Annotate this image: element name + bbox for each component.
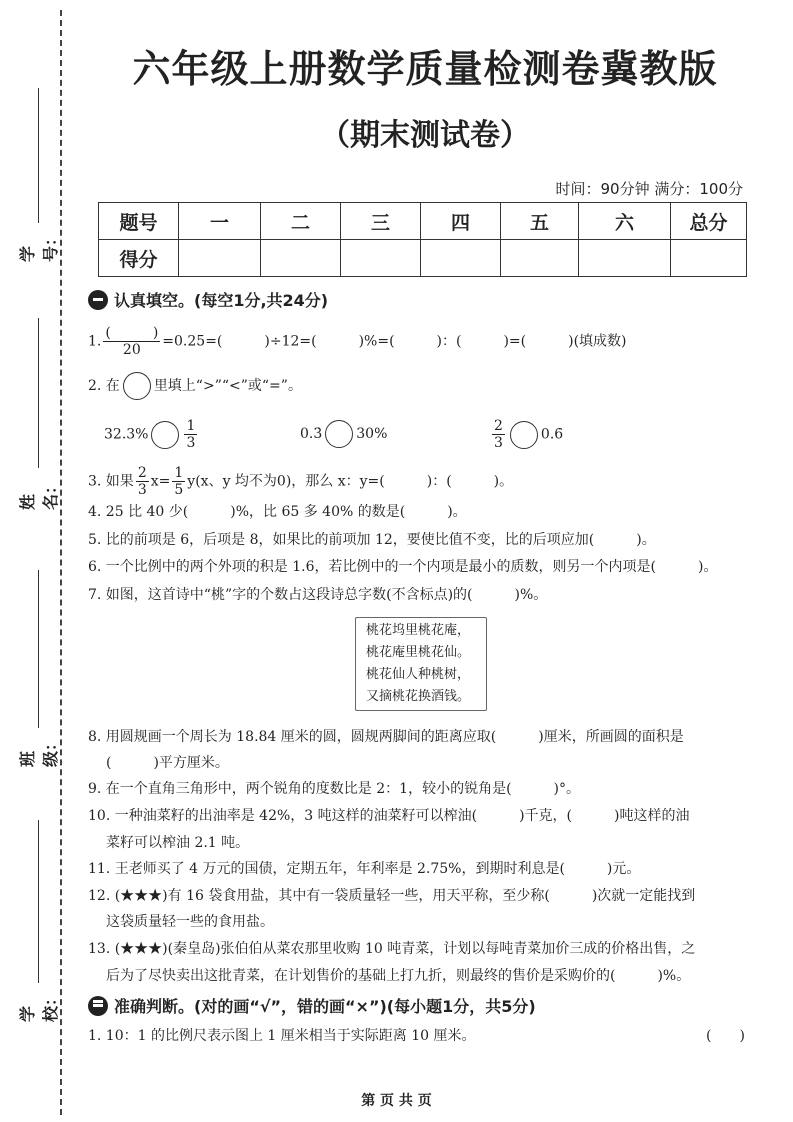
- score-row: [99, 240, 747, 277]
- left-value: 32.3%: [104, 426, 149, 443]
- question-1-6: 6. 一个比例中的两个外项的积是 1.6，若比例中的一个内项是最小的质数，则另一个内项是( )。: [88, 559, 718, 575]
- time-info: 时间：90分钟 满分：100分: [555, 180, 743, 198]
- score-cell[interactable]: [261, 240, 341, 277]
- binding-dashed-line: [60, 10, 62, 1115]
- section-2-title: 准确判断。(对的画“√”，错的画“×”)(每小题1分，共5分): [114, 997, 536, 1016]
- poem-line: 桃花坞里桃花庵，: [366, 623, 471, 638]
- answer-circle[interactable]: [325, 420, 353, 448]
- section-number-two-icon: [88, 996, 108, 1016]
- fraction: [184, 418, 197, 451]
- question-1-3: [88, 465, 513, 498]
- compare-item-1: [104, 418, 199, 451]
- fraction: [172, 465, 185, 498]
- question-1-13-cont: 后为了尽快卖出这批青菜，在计划售价的基础上打九折，则最终的售价是采购价的( )%。: [106, 968, 691, 984]
- score-cell[interactable]: [421, 240, 501, 277]
- denominator: 3: [494, 435, 503, 451]
- score-header-row: [99, 203, 747, 240]
- question-1-10: 10. 一种油菜籽的出油率是 42%，3 吨这样的油菜籽可以榨油( )千克，( )吨这样的油: [88, 808, 690, 824]
- score-cell[interactable]: [671, 240, 747, 277]
- compare-item-2: [300, 420, 387, 448]
- numerator: 1: [174, 465, 184, 481]
- header-cell: 总分: [671, 203, 747, 240]
- left-value: 0.3̇: [300, 426, 323, 442]
- header-cell: 二: [261, 203, 341, 240]
- fraction: [103, 325, 160, 358]
- class-line: [38, 570, 39, 728]
- question-1-5: 5. 比的前项是 6，后项是 8，如果比的前项加 12，要使比值不变，比的后项应加( )。: [88, 532, 656, 548]
- q-number: 1.: [88, 333, 102, 350]
- question-1-1: [88, 325, 627, 358]
- fraction: [492, 418, 505, 451]
- question-1-8-cont: ( )平方厘米。: [106, 755, 229, 771]
- q-text: 里填上“>”“<”或“=”。: [153, 378, 302, 394]
- poem-line: 又摘桃花换酒钱。: [366, 689, 471, 704]
- score-table: [98, 202, 747, 277]
- denominator: 5: [174, 482, 184, 498]
- poem-line: 桃花庵里桃花仙。: [366, 645, 471, 660]
- name-line: [38, 318, 39, 468]
- denominator: 3: [186, 435, 196, 451]
- q-text: =0.25=( )÷12=( )%=( )：( )=( )(填成数): [162, 333, 627, 350]
- section-number-one-icon: [88, 290, 108, 310]
- page-title: 六年级上册数学质量检测卷冀教版: [132, 47, 718, 91]
- question-1-10-cont: 菜籽可以榨油 2.1 吨。: [106, 835, 250, 851]
- question-1-13: 13. (★★★)(秦皇岛)张伯伯从菜农那里收购 10 吨青菜，计划以每吨青菜加价三成的价格出售，之: [88, 941, 696, 957]
- student-id-line: [38, 88, 39, 223]
- numerator: 2: [494, 418, 503, 434]
- question-1-9: 9. 在一个直角三角形中，两个锐角的度数比是 2：1，较小的锐角是( )°。: [88, 781, 580, 797]
- score-row-label: 得分: [99, 240, 179, 277]
- answer-circle: [123, 372, 151, 400]
- score-cell[interactable]: [179, 240, 261, 277]
- q-text: 2. 在: [88, 378, 120, 394]
- score-cell[interactable]: [579, 240, 671, 277]
- class-label: 班级：: [18, 734, 60, 767]
- poem-box: [355, 617, 487, 711]
- answer-bracket[interactable]: ( ): [706, 1028, 745, 1044]
- right-value: 30%: [356, 426, 388, 442]
- header-cell: 题号: [99, 203, 179, 240]
- question-1-2: [88, 372, 302, 400]
- question-1-8: 8. 用圆规画一个周长为 18.84 厘米的圆，圆规两脚间的距离应取( )厘米，所画圆的面积是: [88, 729, 684, 745]
- compare-item-3: [490, 418, 563, 451]
- question-1-4: 4. 25 比 40 少( )%，比 65 多 40% 的数是( )。: [88, 504, 467, 520]
- score-cell[interactable]: [501, 240, 579, 277]
- question-1-12: 12. (★★★)有 16 袋食用盐，其中有一袋质量轻一些，用天平称，至少称( )次就一定能找到: [88, 888, 696, 904]
- denominator: 3: [137, 482, 147, 498]
- q-text: y(x、y 均不为0)，那么 x：y=( )：( )。: [187, 473, 514, 490]
- answer-circle[interactable]: [151, 421, 179, 449]
- name-label: 姓名：: [18, 477, 60, 510]
- page-footer: 第 页 共 页: [361, 1093, 432, 1109]
- question-2-1: 1. 10：1 的比例尺表示图上 1 厘米相当于实际距离 10 厘米。: [88, 1028, 476, 1044]
- denominator: 20: [122, 342, 141, 358]
- school-label: 学校：: [18, 989, 60, 1022]
- header-cell: 一: [179, 203, 261, 240]
- section-1-heading: [88, 288, 328, 311]
- answer-circle[interactable]: [510, 421, 538, 449]
- student-id-label: 学号：: [18, 229, 60, 262]
- school-line: [38, 820, 39, 983]
- header-cell: 六: [579, 203, 671, 240]
- section-2-heading: [88, 994, 536, 1017]
- numerator: 1: [186, 418, 196, 434]
- fraction: [136, 465, 149, 498]
- section-1-title: 认真填空。(每空1分,共24分): [114, 291, 329, 310]
- header-cell: 四: [421, 203, 501, 240]
- q-text: 3. 如果: [88, 473, 134, 490]
- poem-line: 桃花仙人种桃树，: [366, 667, 471, 682]
- page-subtitle: （期末测试卷）: [320, 118, 530, 153]
- right-value: 0.6̇: [540, 426, 564, 443]
- numerator: ( ): [105, 325, 159, 341]
- header-cell: 三: [341, 203, 421, 240]
- question-1-12-cont: 这袋质量轻一些的食用盐。: [106, 914, 274, 930]
- question-1-11: 11. 王老师买了 4 万元的国债，定期五年，年利率是 2.75%，到期时利息是( )元。: [88, 861, 641, 877]
- header-cell: 五: [501, 203, 579, 240]
- question-1-7: 7. 如图，这首诗中“桃”字的个数占这段诗总字数(不含标点)的( )%。: [88, 587, 548, 603]
- score-cell[interactable]: [341, 240, 421, 277]
- q-text: x=: [150, 473, 171, 490]
- numerator: 2: [137, 465, 147, 481]
